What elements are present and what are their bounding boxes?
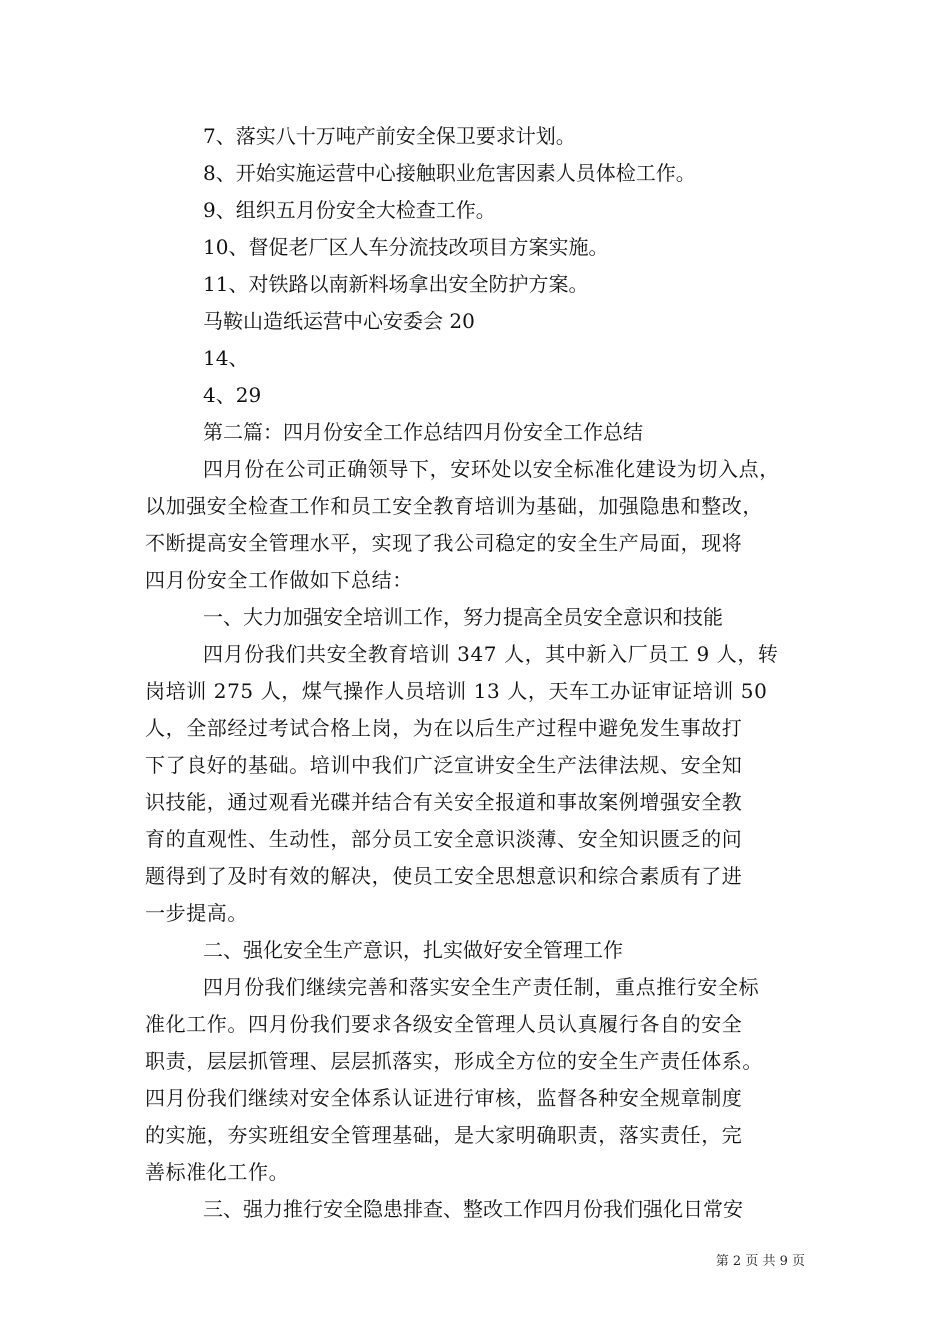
paragraph-line: 人，全部经过考试合格上岗，为在以后生产过程中避免发生事故打 bbox=[145, 716, 743, 740]
paragraph-line: 四月份我们继续对安全体系认证进行审核，监督各种安全规章制度 bbox=[145, 1086, 743, 1110]
paragraph-line: 育的直观性、生动性，部分员工安全意识淡薄、安全知识匮乏的问 bbox=[145, 827, 743, 851]
paragraph-line: 的实施，夯实班组安全管理基础，是大家明确职责，落实责任，完 bbox=[145, 1123, 743, 1147]
paragraph-line: 一步提高。 bbox=[145, 901, 248, 925]
paragraph-line: 四月份在公司正确领导下，安环处以安全标准化建设为切入点， bbox=[203, 457, 780, 481]
article-heading: 第二篇：四月份安全工作总结四月份安全工作总结 bbox=[203, 420, 643, 444]
paragraph-line: 以加强安全检查工作和员工安全教育培训为基础，加强隐患和整改， bbox=[145, 494, 763, 518]
signature-organization: 马鞍山造纸运营中心安委会 20 bbox=[203, 309, 475, 333]
list-item: 11、对铁路以南新料场拿出安全防护方案。 bbox=[203, 272, 589, 296]
signature-date-part: 4、29 bbox=[203, 383, 262, 407]
section-title: 三、强力推行安全隐患排查、整改工作四月份我们强化日常安 bbox=[203, 1197, 743, 1221]
paragraph-line: 职责，层层抓管理、层层抓落实，形成全方位的安全生产责任体系。 bbox=[145, 1049, 763, 1073]
list-item: 8、开始实施运营中心接触职业危害因素人员体检工作。 bbox=[203, 161, 696, 185]
list-item: 9、组织五月份安全大检查工作。 bbox=[203, 198, 496, 222]
paragraph-line: 识技能，通过观看光碟并结合有关安全报道和事故案例增强安全教 bbox=[145, 790, 743, 814]
paragraph-line: 题得到了及时有效的解决，使员工安全思想意识和综合素质有了进 bbox=[145, 864, 743, 888]
signature-date-part: 14、 bbox=[203, 346, 249, 370]
paragraph-line: 准化工作。四月份我们要求各级安全管理人员认真履行各自的安全 bbox=[145, 1012, 743, 1036]
list-item: 10、督促老厂区人车分流技改项目方案实施。 bbox=[203, 235, 609, 259]
document-body bbox=[145, 118, 815, 1228]
paragraph-line: 岗培训 275 人，煤气操作人员培训 13 人，天车工办证审证培训 50 bbox=[145, 679, 768, 703]
section-title: 一、大力加强安全培训工作，努力提高全员安全意识和技能 bbox=[203, 605, 723, 629]
paragraph-line: 四月份安全工作做如下总结： bbox=[145, 568, 413, 592]
paragraph-line: 善标准化工作。 bbox=[145, 1160, 290, 1184]
page-number-footer: 第 2 页 共 9 页 bbox=[715, 1254, 805, 1269]
list-item: 7、落实八十万吨产前安全保卫要求计划。 bbox=[203, 124, 576, 148]
paragraph-line: 下了良好的基础。培训中我们广泛宣讲安全生产法律法规、安全知 bbox=[145, 753, 743, 777]
paragraph-line: 四月份我们继续完善和落实安全生产责任制，重点推行安全标 bbox=[203, 975, 760, 999]
section-title: 二、强化安全生产意识，扎实做好安全管理工作 bbox=[203, 938, 623, 962]
paragraph-line: 不断提高安全管理水平，实现了我公司稳定的安全生产局面，现将 bbox=[145, 531, 743, 555]
paragraph-line: 四月份我们共安全教育培训 347 人，其中新入厂员工 9 人，转 bbox=[203, 642, 779, 666]
